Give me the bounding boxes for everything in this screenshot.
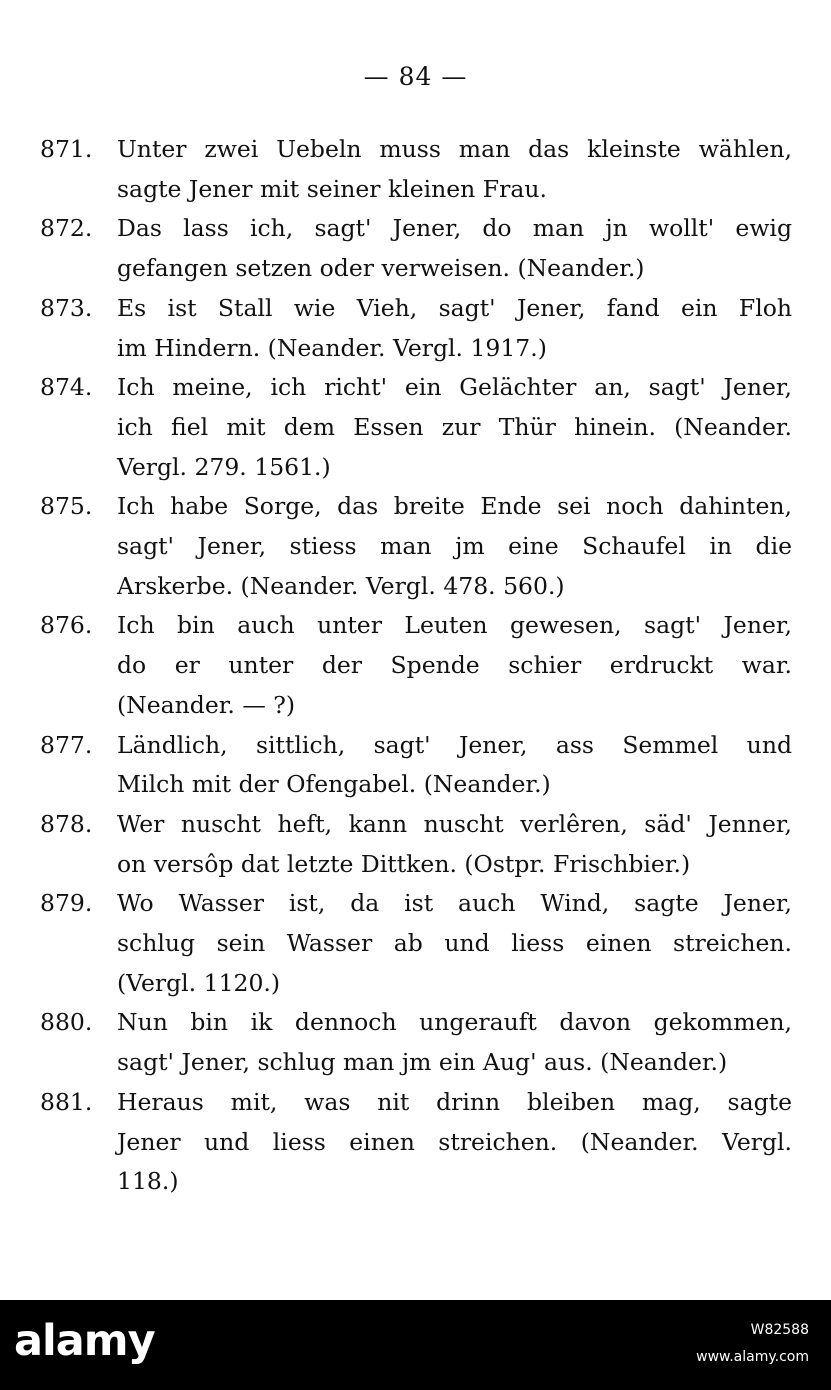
proverb-entry <box>40 209 792 288</box>
proverb-entry <box>40 726 792 805</box>
entry-text-line: Wo Wasser ist, da ist auch Wind, sagte Jener, <box>117 889 792 918</box>
entry-text-line: Ich habe Sorge, das breite Ende sei noch dahinten, <box>117 492 792 521</box>
entry-text-line: sagte Jener mit seiner kleinen Frau. <box>117 174 547 203</box>
entry-text-line: do er unter der Spende schier erdruckt war. <box>117 651 792 680</box>
entry-text-line: Ländlich, sittlich, sagt' Jener, ass Semmel und <box>117 730 792 759</box>
watermark-footer <box>0 1300 831 1390</box>
entry-text-line: schlug sein Wasser ab und liess einen streichen. <box>117 929 792 958</box>
alamy-logo: alamy <box>14 1316 155 1366</box>
entry-number: 873. <box>40 293 93 322</box>
proverb-entry <box>40 1083 792 1202</box>
entry-number: 881. <box>40 1087 93 1116</box>
site-url: www.alamy.com <box>696 1349 809 1365</box>
entry-text-line: 118.) <box>117 1167 179 1196</box>
entry-text-line: Unter zwei Uebeln muss man das kleinste wählen, <box>117 135 792 163</box>
entry-text-line: ich fiel mit dem Essen zur Thür hinein. (Neander. <box>117 412 792 441</box>
entry-text-line: (Vergl. 1120.) <box>117 968 281 997</box>
entry-text-line: Es ist Stall wie Vieh, sagt' Jener, fand ein Floh <box>117 293 792 322</box>
proverb-entry <box>40 884 792 1003</box>
entry-text-line: Ich meine, ich richt' ein Gelächter an, sagt' Jener, <box>117 373 792 402</box>
entry-text-line: on versôp dat letzte Dittken. (Ostpr. Frischbier.) <box>117 849 691 878</box>
proverb-entry <box>40 805 792 884</box>
entry-number: 878. <box>40 809 93 838</box>
proverb-entry <box>40 130 792 209</box>
entry-number: 875. <box>40 492 93 521</box>
proverb-entry <box>40 289 792 368</box>
entry-number: 876. <box>40 611 93 640</box>
entry-text-line: gefangen setzen oder verweisen. (Neander.) <box>117 254 645 283</box>
entry-number: 871. <box>40 135 93 163</box>
entry-text-line: Heraus mit, was nit drinn bleiben mag, sagte <box>117 1087 792 1116</box>
entry-text-line: Das lass ich, sagt' Jener, do man jn wollt' ewig <box>117 214 792 243</box>
proverb-list <box>40 130 792 1202</box>
entry-number: 874. <box>40 373 93 402</box>
entry-text-line: sagt' Jener, schlug man jm ein Aug' aus. (Neander.) <box>117 1048 728 1077</box>
entry-number: 872. <box>40 214 93 243</box>
proverb-entry <box>40 606 792 725</box>
entry-text-line: Arskerbe. (Neander. Vergl. 478. 560.) <box>117 571 565 600</box>
entry-text-line: Nun bin ik dennoch ungerauft davon gekommen, <box>117 1008 792 1037</box>
entry-text-line: Ich bin auch unter Leuten gewesen, sagt' Jener, <box>117 611 792 640</box>
entry-text-line: im Hindern. (Neander. Vergl. 1917.) <box>117 333 547 362</box>
entry-text-line: sagt' Jener, stiess man jm eine Schaufel in die <box>117 532 792 561</box>
entry-number: 877. <box>40 730 93 759</box>
page-number: — 84 — <box>363 62 468 91</box>
entry-text-line: Vergl. 279. 1561.) <box>117 452 331 481</box>
entry-text-line: (Neander. — ?) <box>117 690 296 719</box>
proverb-entry <box>40 368 792 487</box>
entry-text-line: Jener und liess einen streichen. (Neander. Vergl. <box>117 1127 792 1156</box>
entry-text-line: Wer nuscht heft, kann nuscht verlêren, säd' Jenner, <box>117 809 792 838</box>
proverb-entry <box>40 487 792 606</box>
entry-number: 880. <box>40 1008 93 1037</box>
entry-text-line: Milch mit der Ofengabel. (Neander.) <box>117 770 551 799</box>
image-id: W82588 <box>750 1322 809 1338</box>
proverb-entry <box>40 1003 792 1082</box>
entry-number: 879. <box>40 889 93 918</box>
